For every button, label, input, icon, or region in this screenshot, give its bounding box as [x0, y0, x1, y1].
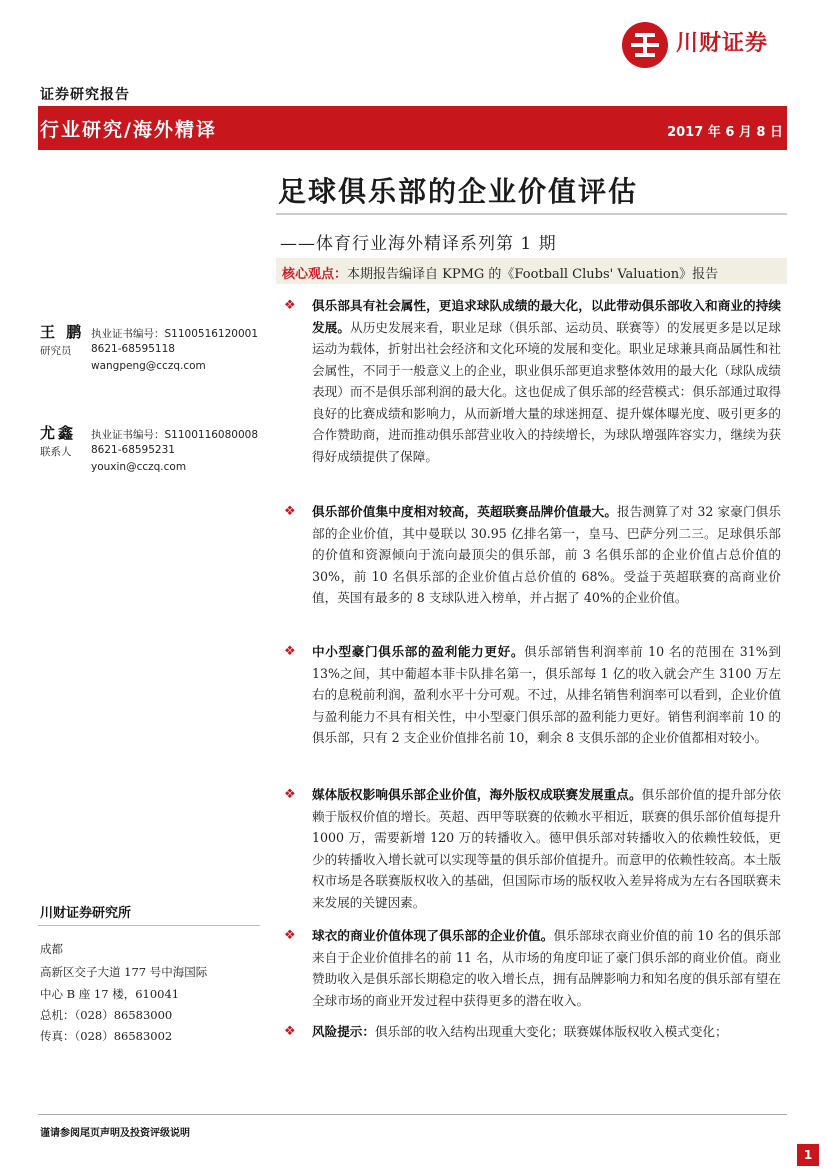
bullet-heading: 俱乐部价值集中度相对较高，英超联赛品牌价值最大。: [312, 504, 618, 519]
analyst-phone: 8621-68595118: [91, 343, 175, 355]
page-title: 足球俱乐部的企业价值评估: [278, 175, 639, 208]
analyst-phone: 8621-68595231: [91, 444, 175, 456]
analyst-role: 联系人: [40, 446, 72, 458]
address-line: 高新区交子大道 177 号中海国际: [40, 965, 208, 979]
bullet-text: 俱乐部销售利润率前 10 名的范围在 31%到 13%之间，其中葡超本菲卡队排名第一，俱乐部每 1 亿的收入就会产生 3100 万左右的息税前利润，盈利水平十分可观。不过，从排名销售利润率可以看到，企业价值与盈利能力不具有相关性，中小型豪门俱乐部的盈利能力更好。销售利润率前 10 的俱乐部，只有 2 支企业价值排名前 10，剩余 8 支俱乐部的企业价值都相对较小。: [312, 644, 782, 745]
document-type: 证券研究报告: [40, 87, 130, 103]
brand-logo-icon: [622, 22, 668, 68]
analyst-name: 尤鑫: [40, 424, 77, 442]
institute-divider: [38, 925, 260, 926]
analyst-cert: 执业证书编号：S1100516120001: [91, 328, 259, 340]
bullet-heading: 风险提示：: [312, 1024, 375, 1039]
bullet-text: 俱乐部的收入结构出现重大变化；联赛媒体版权收入模式变化；: [374, 1024, 728, 1039]
report-date: 2017 年 6 月 8 日: [667, 125, 783, 140]
bullet-point: [284, 295, 781, 467]
bullet-text: 从历史发展来看，职业足球（俱乐部、运动员、联赛等）的发展更多是以足球运动为载体，折射出社会经济和文化环境的发展和变化。职业足球兼具商品属性和社会属性，不同于一般意义上的企业，职业俱乐部更追求整体效用的最大化（球队成绩表现）而不是俱乐部利润的最大化。这也促成了俱乐部的经营模式：俱乐部通过取得良好的比赛成绩和影响力，从而新增大量的球迷拥趸、提升媒体曝光度、吸引更多的合作赞助商，进而推动俱乐部营业收入的持续增长，为球队增强阵容实力，继续为获得好成绩提供了保障。: [312, 319, 782, 464]
diamond-bullet-icon: ❖: [284, 787, 296, 802]
analyst-email[interactable]: wangpeng@cczq.com: [91, 360, 206, 372]
core-view-label: 核心观点：: [282, 267, 348, 282]
footer-disclaimer: 谨请参阅尾页声明及投资评级说明: [40, 1128, 190, 1139]
diamond-bullet-icon: ❖: [284, 298, 296, 313]
report-category: 行业研究/海外精译: [40, 119, 217, 141]
diamond-bullet-icon: ❖: [284, 1024, 296, 1039]
analyst-name: 王 鹏: [40, 323, 85, 341]
address-line: 成都: [40, 942, 63, 956]
bullet-text: 俱乐部价值的提升部分依赖于版权价值的增长。英超、西甲等联赛的依赖水平相近，联赛的俱乐部价值每提升 1000 万，需要新增 120 万的转播收入。德甲俱乐部对转播收入的依赖性较低，更少的转播收入增长就可以实现等量的俱乐部价值提升。而意甲的依赖性较高。本土版权市场是各联赛版权收入的基础，但国际市场的版权收入差异将成为左右各国联赛未来发展的关键因素。: [312, 787, 782, 910]
diamond-bullet-icon: ❖: [284, 504, 296, 519]
bullet-heading: 媒体版权影响俱乐部企业价值，海外版权成联赛发展重点。: [312, 787, 642, 802]
bullet-text: 报告测算了对 32 家豪门俱乐部的企业价值，其中曼联以 30.95 亿排名第一，皇马、巴萨分列二三。足球俱乐部的价值和资源倾向于流向最顶尖的俱乐部，前 3 名俱乐部的企业价值占总价值的 30%，前 10 名俱乐部的企业价值占总价值的 68%。受益于英超联赛的高商业价值，英国有最多的 8 支球队进入榜单，并占据了 40%的企业价值。: [312, 504, 781, 605]
analyst-email[interactable]: youxin@cczq.com: [91, 461, 187, 473]
bullet-heading: 俱乐部具有社会属性，更追求球队成绩的最大化，以此带动俱乐部收入和商业的持续发展。: [312, 298, 781, 335]
bullet-point: [284, 641, 781, 749]
address-line: 总机：（028）86583000: [40, 1008, 173, 1022]
address-line: 传真：（028）86583002: [40, 1029, 173, 1043]
institute-name: 川财证券研究所: [40, 906, 132, 921]
core-view: [282, 263, 718, 282]
page-subtitle: ——体育行业海外精译系列第 1 期: [280, 234, 557, 254]
analyst-role: 研究员: [40, 345, 72, 357]
bullet-point: [284, 1021, 781, 1043]
bullet-heading: 中小型豪门俱乐部的盈利能力更好。: [312, 644, 525, 659]
bullet-text: 俱乐部球衣商业价值的前 10 名的俱乐部来自于企业价值排名的前 11 名，从市场的角度印证了豪门俱乐部的商业价值。商业赞助收入是俱乐部长期稳定的收入增长点，拥有品牌影响力和知名度的俱乐部有望在全球市场的商业开发过程中获得更多的潜在收入。: [312, 928, 781, 1008]
bullet-heading: 球衣的商业价值体现了俱乐部的企业价值。: [312, 928, 554, 943]
diamond-bullet-icon: ❖: [284, 644, 296, 659]
analyst-cert: 执业证书编号：S1100116080008: [91, 429, 259, 441]
diamond-bullet-icon: ❖: [284, 928, 296, 943]
address-line: 中心 B 座 17 楼，610041: [40, 987, 180, 1001]
brand-name: 川财证券: [676, 31, 769, 56]
title-divider: [276, 213, 787, 215]
bullet-point: [284, 784, 781, 913]
core-view-text: 本期报告编译自 KPMG 的《Football Clubs' Valuation》报告: [347, 267, 719, 282]
bullet-point: [284, 501, 781, 609]
page-number: 1: [797, 1144, 819, 1166]
bullet-point: [284, 925, 781, 1011]
footer-divider: [38, 1114, 787, 1115]
